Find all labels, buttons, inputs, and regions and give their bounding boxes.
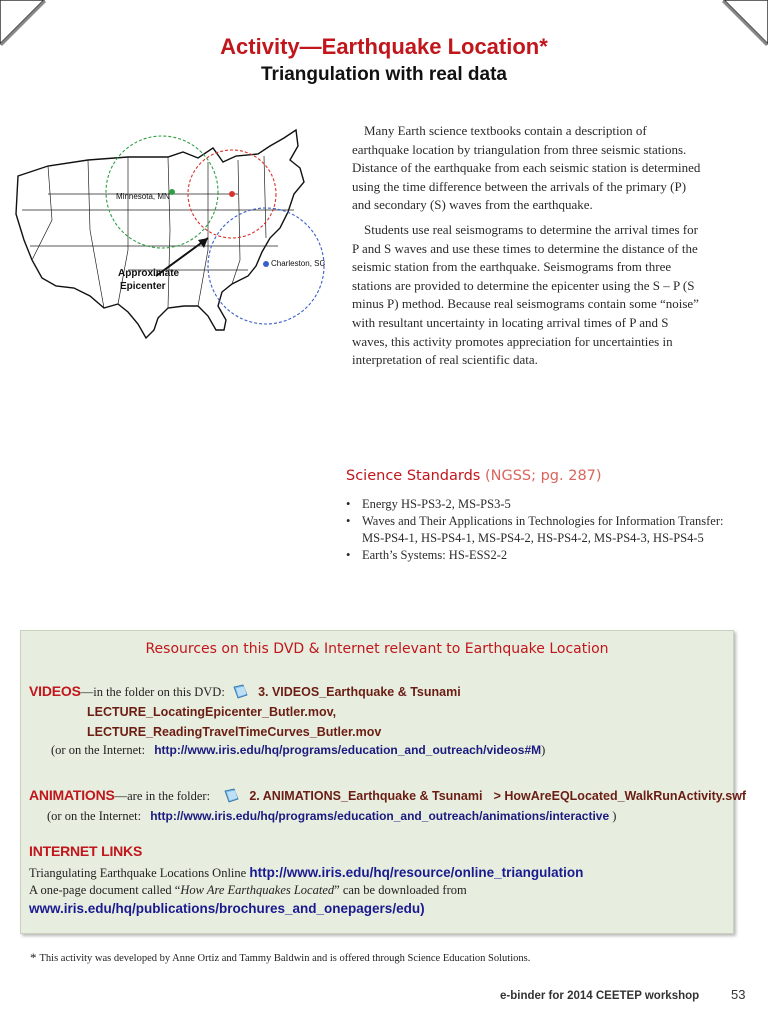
standards-heading-sub: (NGSS; pg. 287): [484, 468, 602, 484]
videos-internet-row: [51, 743, 545, 758]
resources-box: [20, 630, 747, 934]
page-subtitle: Triangulation with real data: [261, 64, 507, 85]
folder-icon: [232, 683, 249, 699]
internet-link-3-row: [29, 901, 425, 917]
videos-folder-link[interactable]: 3. VIDEOS_Earthquake & Tsunami: [258, 685, 461, 699]
videos-internet-suffix: ): [541, 743, 546, 757]
intro-text: [352, 122, 702, 376]
videos-intro: —in the folder on this DVD:: [80, 685, 225, 699]
map-label-epicenter-2: Epicenter: [120, 281, 166, 292]
standards-heading-main: Science Standards: [346, 468, 481, 484]
folder-icon: [223, 787, 240, 803]
footnote: [30, 950, 530, 966]
videos-file-1-row: [87, 705, 336, 720]
map-label-epicenter-1: Approximate: [118, 268, 180, 279]
footnote-text: This activity was developed by Anne Ortiz and Tammy Baldwin and is offered through Science Education Solutions.: [39, 953, 531, 964]
animations-url-link[interactable]: http://www.iris.edu/hq/programs/education_and_outreach/animations/interactive: [150, 809, 610, 823]
us-triangulation-map: [8, 110, 338, 340]
online-triangulation-link[interactable]: http://www.iris.edu/hq/resource/online_triangulation: [249, 865, 584, 880]
footnote-star: *: [30, 950, 37, 965]
animations-label: ANIMATIONS: [29, 787, 115, 803]
animations-internet-row: [47, 809, 616, 824]
animations-internet-prefix: (or on the Internet:: [47, 809, 142, 823]
standard-item: • Earth’s Systems: HS-ESS2-2: [346, 547, 726, 563]
video-file-1[interactable]: LECTURE_LocatingEpicenter_Butler.mov,: [87, 705, 337, 719]
internet-links-label: INTERNET LINKS: [29, 843, 143, 859]
standard-item: • Energy HS-PS3-2, MS-PS3-5: [346, 496, 726, 512]
brochures-link[interactable]: www.iris.edu/hq/publications/brochures_and_onepagers/edu): [29, 901, 425, 916]
page-title: Activity—Earthquake Location*: [220, 34, 548, 59]
internet-link-1-row: [29, 865, 583, 881]
doc-title: How Are Earthquakes Located: [180, 883, 335, 897]
standards-list: [346, 496, 726, 565]
doc-text-pre: A one-page document called “: [29, 883, 181, 897]
animations-folder-link[interactable]: 2. ANIMATIONS_Earthquake & Tsunami: [249, 789, 483, 803]
standard-item: • Waves and Their Applications in Technologies for Information Transfer: MS-PS4-1, HS-PS4-1, MS-PS4-2, HS-PS4-2, MS-PS4-3, HS-PS4-5: [346, 513, 726, 546]
videos-row: [29, 683, 461, 700]
doc-text-post: ” can be downloaded from: [334, 883, 467, 897]
videos-internet-prefix: (or on the Internet:: [51, 743, 146, 757]
videos-url-link[interactable]: http://www.iris.edu/hq/programs/education_and_outreach/videos#M: [154, 743, 542, 757]
internet-link-1-text: Triangulating Earthquake Locations Online: [29, 866, 247, 880]
intro-paragraph-1: Many Earth science textbooks contain a description of earthquake location by triangulation from three seismic stations. Distance of the earthquake from each seismic station is determined using the time difference between the arrivals of the primary (P) and secondary (S) waves from the earthquake.: [352, 123, 701, 213]
internet-links-heading-row: [29, 843, 142, 860]
map-label-station-b: Charleston, SC: [271, 259, 326, 268]
internet-link-2-row: [29, 883, 467, 898]
animations-file-link[interactable]: > HowAreEQLocated_WalkRunActivity.swf: [493, 789, 747, 803]
page-number: 53: [731, 987, 746, 1002]
intro-paragraph-2: Students use real seismograms to determine the arrival times for P and S waves and use these times to determine the distance of the seismic station from the earthquake. Seismograms from three stations are provided to determine the epicenter using the S – P (S minus P) method. Because real seismograms contain some “noise” with resultant uncertainty in locating arrival times of P and S waves, this activity promotes appreciation for uncertainties in interpretation of real scientific data.: [352, 221, 699, 368]
video-file-2[interactable]: LECTURE_ReadingTravelTimeCurves_Butler.mov: [87, 725, 382, 739]
videos-file-2-row: [87, 725, 381, 740]
footer-text: e-binder for 2014 CEETEP workshop: [500, 990, 700, 1002]
animations-row: [29, 787, 746, 804]
standards-heading: [346, 468, 602, 484]
videos-label: VIDEOS: [29, 683, 81, 699]
resources-heading: Resources on this DVD & Internet relevant to Earthquake Location: [145, 641, 609, 657]
us-outline: [16, 130, 304, 338]
map-label-station-a: Minnesota, MN: [116, 192, 170, 201]
animations-internet-suffix: ): [612, 809, 617, 823]
animations-intro: —are in the folder:: [114, 789, 211, 803]
